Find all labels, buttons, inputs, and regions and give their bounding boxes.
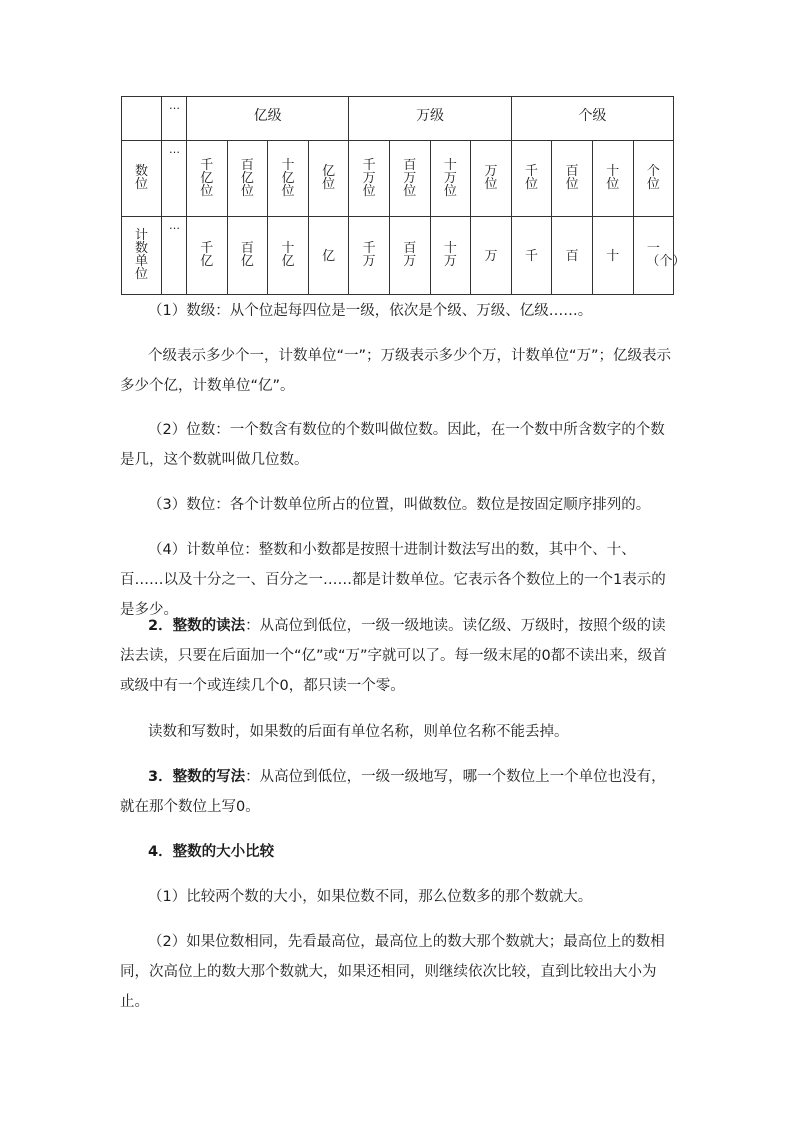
paragraph-number-level: （1）数级：从个位起每四位是一级，依次是个级、万级、亿级……。	[148, 303, 593, 319]
section-body: ：从高位到低位，一级一级地读。读亿级、万级时，按照个级的读法去读，只要在后面加一个“亿”或“万”字就可以了。每一级末尾的0都不读出来，级首或级中有一个或连续几个0，都只读一个零。	[120, 618, 667, 694]
place-cell: 千万位	[349, 141, 390, 217]
place-cell: 十亿位	[268, 141, 309, 217]
place-cell: 万位	[471, 141, 512, 217]
paragraph-compare-digits: （1）比较两个数的大小，如果位数不同，那么位数多的那个数就大。	[148, 889, 593, 905]
unit-cell: 十万	[430, 217, 471, 295]
ellipsis-cell: …	[162, 141, 187, 217]
place-cell: 亿位	[308, 141, 349, 217]
section-title: 3．整数的写法	[148, 769, 246, 785]
unit-cell: 一（个）	[633, 217, 674, 295]
unit-cell: 万	[471, 217, 512, 295]
section-writing	[120, 762, 675, 822]
paragraph-counting-unit: （4）计数单位：整数和小数都是按照十进制计数法写出的数，其中个、十、百……以及十分之一、百分之一……都是计数单位。它表示各个数位上的一个1表示的是多少。	[120, 542, 666, 618]
paragraph-digits: （2）位数：一个数含有数位的个数叫做位数。因此，在一个数中所含数字的个数是几，这个数就叫做几位数。	[120, 422, 665, 468]
table-row	[122, 97, 674, 141]
unit-cell: 千	[511, 217, 552, 295]
unit-cell: 亿	[308, 217, 349, 295]
row-label-place: 数位	[122, 141, 162, 217]
unit-cell: 十亿	[268, 217, 309, 295]
section-reading	[120, 611, 675, 701]
paragraph-place: （3）数位：各个计数单位所占的位置，叫做数位。数位是按固定顺序排列的。	[148, 497, 651, 513]
unit-cell: 千亿	[187, 217, 228, 295]
level-wan-header: 万级	[349, 97, 511, 141]
table-row	[122, 217, 674, 295]
empty-corner-cell	[122, 97, 162, 141]
place-cell: 百位	[552, 141, 593, 217]
place-cell: 百万位	[389, 141, 430, 217]
row-label-unit: 计数单位	[122, 217, 162, 295]
place-cell: 千位	[511, 141, 552, 217]
place-cell: 十万位	[430, 141, 471, 217]
ellipsis-cell: …	[162, 97, 187, 141]
ellipsis-cell: …	[162, 217, 187, 295]
section-title: 2．整数的读法	[148, 618, 246, 634]
place-cell: 百亿位	[227, 141, 268, 217]
place-value-table	[121, 96, 686, 295]
section-title-comparison: 4．整数的大小比较	[148, 844, 275, 860]
unit-cell: 百	[552, 217, 593, 295]
paragraph-compare-same: （2）如果位数相同，先看最高位，最高位上的数大那个数就大；最高位上的数相同，次高位上的数大那个数就大，如果还相同，则继续依次比较，直到比较出大小为止。	[120, 934, 665, 1010]
place-cell: 千亿位	[187, 141, 228, 217]
unit-cell: 百万	[389, 217, 430, 295]
level-yi-header: 亿级	[187, 97, 349, 141]
level-ge-header: 个级	[511, 97, 673, 141]
unit-cell: 百亿	[227, 217, 268, 295]
table-row	[122, 141, 674, 217]
place-cell: 个位	[633, 141, 674, 217]
place-cell: 十位	[592, 141, 633, 217]
paragraph-unit-name: 读数和写数时，如果数的后面有单位名称，则单位名称不能丢掉。	[148, 724, 569, 740]
paragraph-level-meaning: 个级表示多少个一，计数单位“一”；万级表示多少个万，计数单位“万”；亿级表示多少个亿，计数单位“亿”。	[120, 348, 672, 394]
unit-cell: 十	[592, 217, 633, 295]
section-body: ：从高位到低位，一级一级地写，哪一个数位上一个单位也没有，就在那个数位上写0。	[120, 769, 666, 815]
unit-cell: 千万	[349, 217, 390, 295]
